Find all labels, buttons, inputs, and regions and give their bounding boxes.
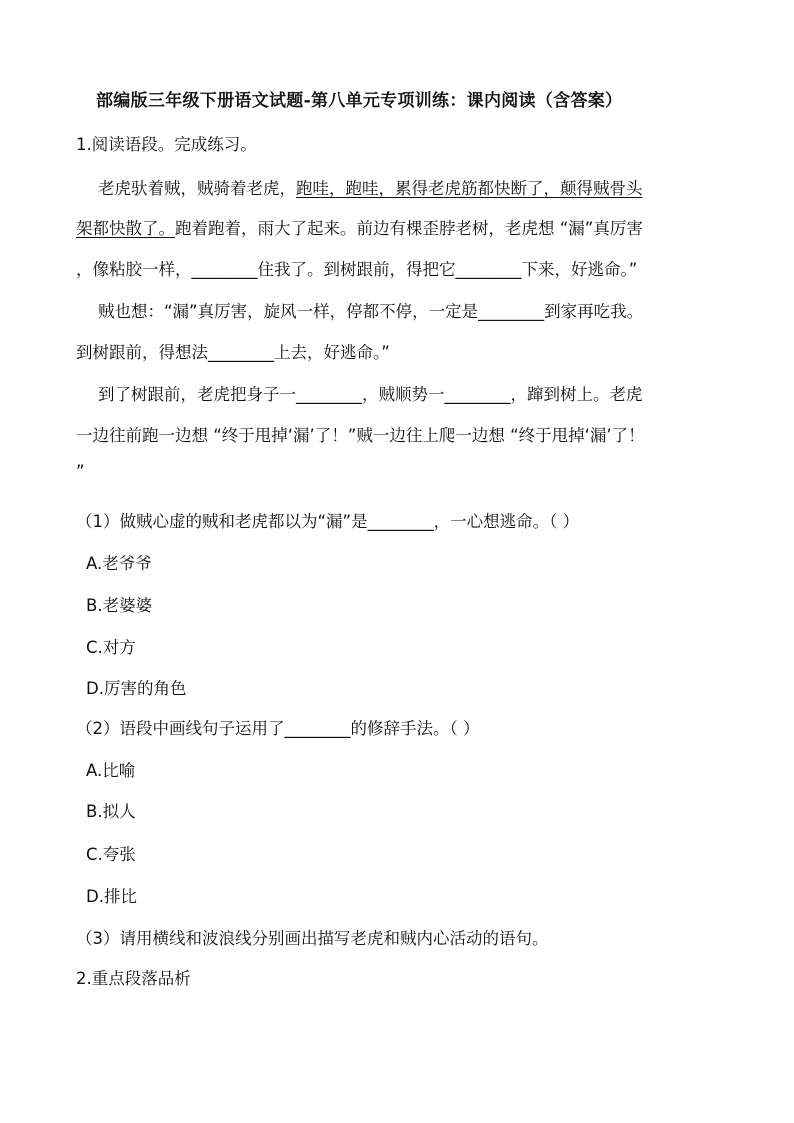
option-a: A.老爷爷 <box>86 554 152 573</box>
option-a: A.比喻 <box>86 761 136 780</box>
passage-line <box>98 178 643 200</box>
passage-line: ，像粘胶一样，________住我了。到树跟前，得把它________下来，好逃命。” <box>76 260 638 279</box>
question-2-heading: 2.重点段落品析 <box>76 969 191 988</box>
document-title: 部编版三年级下册语文试题-第八单元专项训练：课内阅读（含答案） <box>96 91 623 111</box>
question-1-heading: 1.阅读语段。完成练习。 <box>76 135 257 154</box>
option-b: B.拟人 <box>86 802 136 821</box>
option-c: C.对方 <box>86 638 136 657</box>
passage-line: 到了树跟前，老虎把身子一________，贼顺势一________，蹿到树上。老虎 <box>98 385 643 404</box>
underlined-sentence: 跑哇，跑哇，累得老虎筋都快断了，颠得贼骨头 <box>296 179 643 198</box>
option-d: D.厉害的角色 <box>86 679 187 698</box>
option-c: C.夸张 <box>86 845 136 864</box>
passage-line: 到树跟前，得想法________上去，好逃命。” <box>76 343 390 362</box>
sub-question-3: （3）请用横线和波浪线分别画出描写老虎和贼内心活动的语句。 <box>76 929 549 948</box>
sub-question-2: （2）语段中画线句子运用了________的修辞手法。（ ） <box>76 719 480 738</box>
sub-question-1: （1）做贼心虚的贼和老虎都以为“漏”是________，一心想逃命。（ ） <box>76 512 580 531</box>
passage-line <box>76 218 643 240</box>
passage-line: 贼也想：“漏”真厉害，旋风一样，停都不停，一定是________到家再吃我。 <box>98 302 644 321</box>
passage-text: 跑着跑着，雨大了起来。前边有棵歪脖老树，老虎想 “漏”真厉害 <box>175 219 643 238</box>
passage-text: 老虎驮着贼，贼骑着老虎， <box>98 179 296 198</box>
passage-line: ” <box>76 462 85 481</box>
passage-line: 一边往前跑一边想 “终于甩掉‘漏’了！”贼一边往上爬一边想 “终于甩掉‘漏’了！ <box>76 426 645 445</box>
underlined-sentence: 架都快散了。 <box>76 219 175 238</box>
option-b: B.老婆婆 <box>86 596 153 615</box>
option-d: D.排比 <box>86 887 137 906</box>
